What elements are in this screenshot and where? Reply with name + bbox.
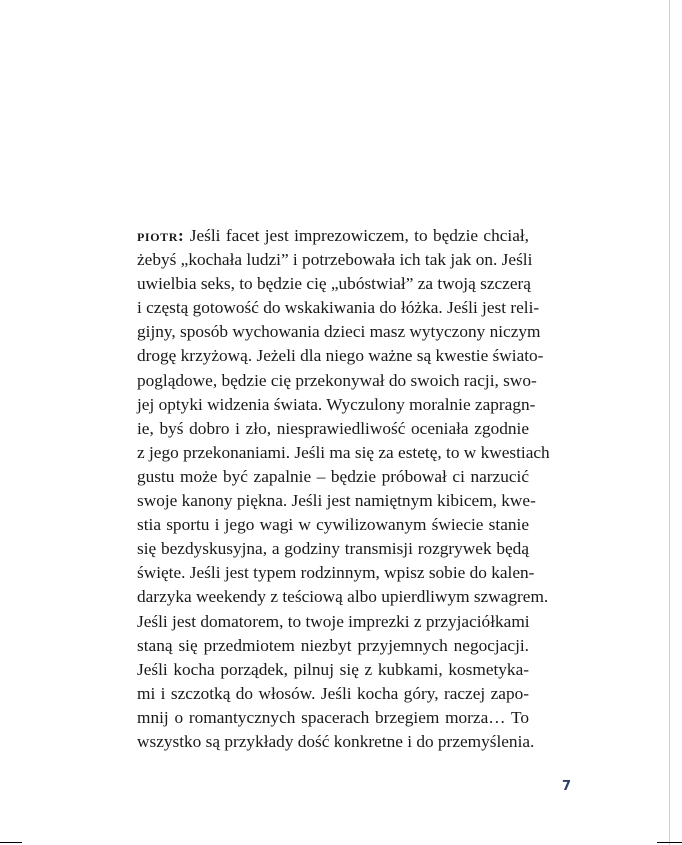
paragraph-line: gustu może być zapalnie – będzie próbował ci narzucić	[137, 466, 529, 486]
paragraph-line: z jego przekonaniami. Jeśli ma się za estetę, to w kwestiach	[137, 442, 550, 462]
paragraph-line: darzyka weekendy z teściową albo upierdliwym szwagrem.	[137, 587, 549, 607]
paragraph-line: stia sportu i jego wagi w cywilizowanym świecie stanie	[137, 515, 529, 535]
paragraph-line: staną się przedmiotem niezbyt przyjemnych negocjacji.	[137, 635, 529, 655]
crop-mark-right	[657, 842, 682, 843]
paragraph-line: ie, byś dobro i zło, niesprawiedliwość oceniała zgodnie	[137, 418, 529, 438]
paragraph-line: żebyś „kochała ludzi” i potrzebowała ich tak jak on. Jeśli	[137, 250, 533, 270]
paragraph-line: mnij o romantycznych spacerach brzegiem morza… To	[137, 707, 529, 727]
paragraph-line: święte. Jeśli jest typem rodzinnym, wpisz sobie do kalen-	[137, 563, 535, 583]
paragraph-line: gijny, sposób wychowania dzieci masz wytyczony niczym	[137, 322, 541, 342]
page-number: 7	[562, 779, 572, 794]
page-edge-line	[669, 0, 670, 845]
paragraph-line: swoje kanony piękna. Jeśli jest namiętnym kibicem, kwe-	[137, 491, 536, 511]
paragraph-line: mi i szczotką do włosów. Jeśli kocha góry, raczej zapo-	[137, 683, 529, 703]
paragraph-line: Jeśli kocha porządek, pilnuj się z kubkami, kosmetyka-	[137, 659, 529, 679]
paragraph-line: Jeśli jest domatorem, to twoje imprezki z przyjaciółkami	[137, 611, 530, 631]
crop-mark-left	[0, 842, 22, 843]
paragraph-line: drogę krzyżową. Jeżeli dla niego ważne są kwestie światо-	[137, 346, 544, 366]
body-paragraph	[137, 224, 550, 754]
paragraph-line: poglądowe, będzie cię przekonywał do swoich racji, swo-	[137, 370, 537, 390]
paragraph-line: jej optyki widzenia świata. Wyczulony moralnie zapragn-	[137, 394, 536, 414]
paragraph-line: się bezdyskusyjna, a godziny transmisji rozgrywek będą	[137, 539, 529, 559]
paragraph-line: uwielbia seks, to będzie cię „ubóstwiał” za twoją szczerą	[137, 274, 531, 294]
paragraph-line: wszystko są przykłady dość konkretne i do przemyślenia.	[137, 731, 535, 751]
paragraph-line: piotr: Jeśli facet jest imprezowiczem, to będzie chciał,	[137, 226, 529, 245]
speaker-label: piotr:	[137, 226, 185, 245]
paragraph-line: i częstą gotowość do wskakiwania do łóżka. Jeśli jest reli-	[137, 298, 540, 318]
